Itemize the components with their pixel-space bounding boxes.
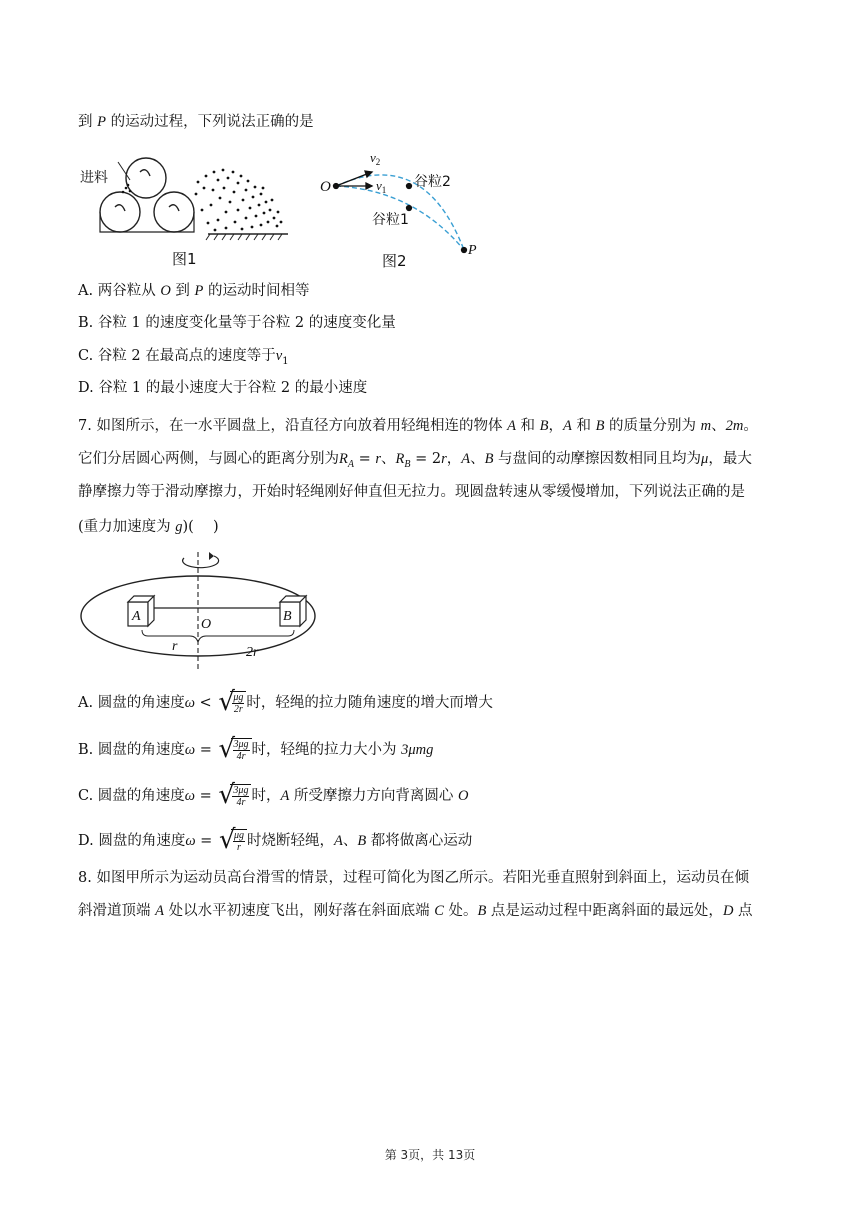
q6-option-c: C. 谷粒 2 在最高点的速度等于$v_1$ bbox=[78, 348, 289, 367]
figure-2-grain2-label: 谷粒2 bbox=[414, 174, 451, 190]
q7-option-d: D. 圆盘的角速度ω = √ $\frac{\mu g}{r}$ 时烧断轻绳，A、B 都将做离心运动 bbox=[78, 825, 473, 855]
q7-stem-line-3: 静摩擦力等于滑动摩擦力，开始时轻绳刚好伸直但无拉力。现圆盘转速从零缓慢增加，下列说法正确的是 bbox=[78, 484, 745, 500]
figure-1-feed-label: 进料 bbox=[80, 170, 108, 186]
q8-stem-line-2: 斜滑道顶端 A 处以水平初速度飞出，刚好落在斜面底端 C 处。B 点是运动过程中距离斜面的最远处，D 点 bbox=[78, 903, 753, 919]
q8-stem-line-1: 8. 如图甲所示为运动员高台滑雪的情景，过程可简化为图乙所示。若阳光垂直照射到斜面上，运动员在倾 bbox=[78, 870, 749, 886]
q7-stem-line-4: (重力加速度为 g)( ) bbox=[78, 519, 219, 535]
figure-3-label-r: r bbox=[172, 639, 178, 654]
figure-3-label-2r: 2r bbox=[246, 645, 259, 660]
q6-option-b: B. 谷粒 1 的速度变化量等于谷粒 2 的速度变化量 bbox=[78, 315, 396, 331]
page-footer: 第 3页，共 13页 bbox=[384, 1148, 476, 1162]
figure-2-label-v1: $v_1$ bbox=[376, 178, 387, 195]
q6-option-d: D. 谷粒 1 的最小速度大于谷粒 2 的最小速度 bbox=[78, 380, 368, 396]
q7-stem-line-2: 它们分居圆心两侧，与圆心的距离分别为$R_A = r$、$R_B = 2r$，A、B 与盘间的动摩擦因数相同且均为μ，最大 bbox=[78, 451, 752, 470]
figure-2-trajectories bbox=[314, 146, 494, 274]
q7-option-c: C. 圆盘的角速度ω = √ $\frac{3\mu g}{4r}$ 时，A 所受摩擦力方向背离圆心 O bbox=[78, 780, 469, 810]
q6-option-a: A. 两谷粒从 O 到 P 的运动时间相等 bbox=[78, 283, 310, 299]
figure-3-label-b: B bbox=[283, 609, 292, 624]
figure-3-rotating-disk bbox=[78, 544, 322, 676]
figure-1-grain-feeder bbox=[78, 150, 296, 272]
figure-3-label-o: O bbox=[201, 617, 212, 632]
intro-line: 到 P 的运动过程，下列说法正确的是 bbox=[78, 114, 314, 130]
figure-3-label-a: A bbox=[132, 609, 141, 624]
q7-option-b: B. 圆盘的角速度ω = √ $\frac{3\mu g}{4r}$ 时，轻绳的拉力大小为 3μmg bbox=[78, 734, 434, 764]
figure-2-label-v2: $v_2$ bbox=[370, 150, 381, 167]
figure-1-caption: 图1 bbox=[172, 250, 197, 268]
figure-2-grain1-label: 谷粒1 bbox=[372, 212, 409, 228]
q7-stem-line-1: 7. 如图所示，在一水平圆盘上，沿直径方向放着用轻绳相连的物体 A 和 B，A 和 B 的质量分别为 m、2m。 bbox=[78, 418, 758, 434]
figure-2-label-p: P bbox=[468, 243, 477, 258]
figure-2-caption: 图2 bbox=[382, 252, 407, 270]
q7-option-a: A. 圆盘的角速度ω < √ $\frac{\mu g}{2r}$ 时，轻绳的拉力随角速度的增大而增大 bbox=[78, 687, 493, 717]
figure-2-label-o: O bbox=[320, 179, 331, 195]
